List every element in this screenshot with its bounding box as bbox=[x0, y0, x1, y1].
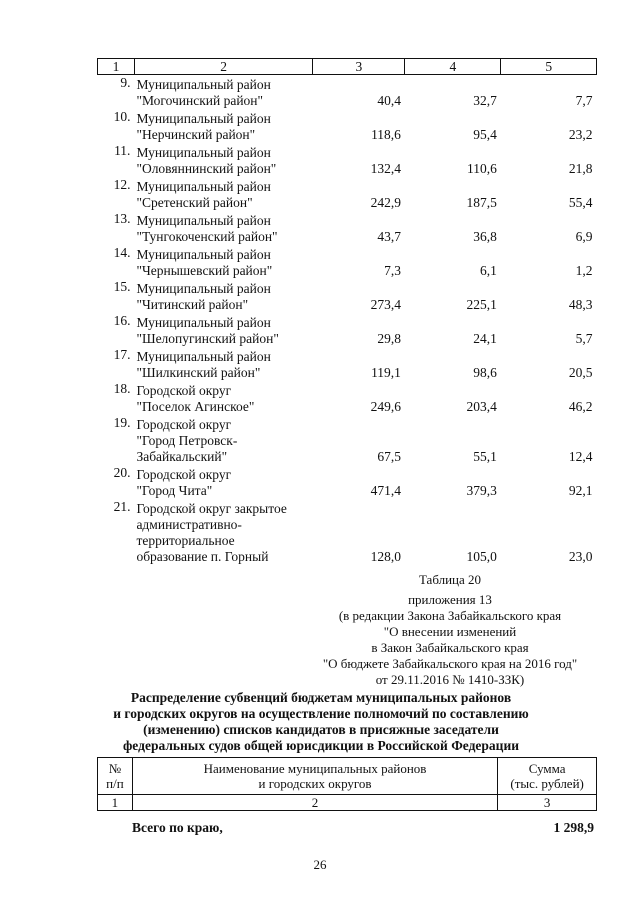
row-value-col4: 6,1 bbox=[480, 263, 497, 278]
row-number: 18. bbox=[113, 381, 131, 396]
row-name-line: Муниципальный район bbox=[136, 179, 271, 194]
table-row bbox=[98, 465, 597, 499]
row-name-line: территориальное bbox=[136, 533, 235, 548]
row-name-line: "Могочинский район" bbox=[136, 93, 264, 108]
row-name-line: Муниципальный район bbox=[136, 145, 271, 160]
row-name bbox=[134, 211, 312, 245]
row-value-col3: 29,8 bbox=[377, 331, 401, 346]
table-row bbox=[98, 415, 597, 465]
row-value-col3: 273,4 bbox=[370, 297, 401, 312]
row-name-line: "Поселок Агинское" bbox=[136, 399, 255, 414]
row-value-col5: 12,4 bbox=[568, 449, 593, 464]
row-name-line: Муниципальный район bbox=[136, 111, 271, 126]
row-name bbox=[134, 177, 312, 211]
index-2: 2 bbox=[132, 795, 497, 811]
row-value-col3: 40,4 bbox=[377, 93, 401, 108]
row-name-line: Городской округ bbox=[136, 417, 232, 432]
row-name-line: Муниципальный район bbox=[136, 281, 271, 296]
row-name-line: Муниципальный район bbox=[136, 213, 271, 228]
row-name-line: Городской округ bbox=[136, 383, 232, 398]
index-1: 1 bbox=[98, 795, 133, 811]
row-number: 15. bbox=[113, 279, 131, 294]
caption-line: в Закон Забайкальского края bbox=[371, 640, 529, 655]
total-value: 1 298,9 bbox=[553, 820, 594, 835]
row-number: 11. bbox=[114, 143, 131, 158]
column-index-row bbox=[98, 59, 597, 75]
row-value-col4: 187,5 bbox=[466, 195, 497, 210]
table-row bbox=[98, 499, 597, 565]
subventions-table-continuation bbox=[97, 58, 597, 565]
row-value-col4: 110,6 bbox=[467, 161, 497, 176]
row-value-col3: 67,5 bbox=[377, 449, 401, 464]
row-name-line: "Оловяннинский район" bbox=[136, 161, 277, 176]
caption-line: "О бюджете Забайкальского края на 2016 год" bbox=[322, 656, 578, 671]
row-name-line: "Тунгокоченский район" bbox=[136, 229, 278, 244]
row-number: 20. bbox=[113, 465, 131, 480]
index-3: 3 bbox=[498, 795, 597, 811]
row-value-col5: 92,1 bbox=[568, 483, 593, 498]
row-value-col3: 242,9 bbox=[370, 195, 401, 210]
row-name-line: Забайкальский" bbox=[136, 449, 228, 464]
title-line: (изменению) списков кандидатов в присяжные заседатели bbox=[143, 722, 499, 737]
row-value-col4: 98,6 bbox=[473, 365, 497, 380]
row-value-col3: 43,7 bbox=[377, 229, 401, 244]
column-index-3: 3 bbox=[313, 59, 405, 75]
row-name bbox=[134, 109, 312, 143]
row-number: 16. bbox=[113, 313, 131, 328]
row-value-col4: 32,7 bbox=[473, 93, 497, 108]
header-name: Наименование муниципальных районов и городских округов bbox=[132, 758, 497, 795]
row-number: 14. bbox=[113, 245, 131, 260]
row-name-line: "Читинский район" bbox=[136, 297, 249, 312]
row-value-col3: 118,6 bbox=[371, 127, 401, 142]
row-value-col4: 36,8 bbox=[473, 229, 497, 244]
table-row bbox=[98, 245, 597, 279]
table-row bbox=[98, 143, 597, 177]
row-value-col4: 55,1 bbox=[473, 449, 497, 464]
header-sum: Сумма (тыс. рублей) bbox=[498, 758, 597, 795]
jurors-subventions-table bbox=[97, 757, 597, 811]
title-line: Распределение субвенций бюджетам муниципальных районов bbox=[130, 690, 512, 705]
row-value-col5: 21,8 bbox=[568, 161, 593, 176]
row-name bbox=[134, 245, 312, 279]
row-name-line: "Нерчинский район" bbox=[136, 127, 256, 142]
row-value-col3: 132,4 bbox=[370, 161, 401, 176]
table-label: Таблица 20 bbox=[418, 572, 482, 587]
column-index-2: 2 bbox=[134, 59, 312, 75]
row-name-line: "Шелопугинский район" bbox=[136, 331, 279, 346]
row-name-line: "Сретенский район" bbox=[136, 195, 253, 210]
row-value-col5: 6,9 bbox=[575, 229, 593, 244]
page-number: 26 bbox=[313, 857, 327, 872]
row-name bbox=[134, 313, 312, 347]
row-number: 12. bbox=[113, 177, 131, 192]
section-title bbox=[88, 690, 554, 754]
row-name-line: "Шилкинский район" bbox=[136, 365, 261, 380]
row-value-col5: 48,3 bbox=[568, 297, 593, 312]
row-name bbox=[134, 381, 312, 415]
row-name bbox=[134, 415, 312, 465]
table-index-row bbox=[98, 795, 597, 811]
row-value-col3: 249,6 bbox=[370, 399, 401, 414]
row-value-col4: 24,1 bbox=[473, 331, 497, 346]
total-label: Всего по краю, bbox=[132, 820, 223, 835]
table-row bbox=[98, 279, 597, 313]
row-value-col5: 5,7 bbox=[575, 331, 593, 346]
row-number: 9. bbox=[120, 75, 131, 90]
table-row bbox=[98, 381, 597, 415]
table-row bbox=[98, 347, 597, 381]
row-value-col3: 471,4 bbox=[370, 483, 401, 498]
row-name-line: Городской округ закрытое bbox=[136, 501, 287, 516]
row-name-line: "Город Петровск- bbox=[136, 433, 238, 448]
row-name bbox=[134, 465, 312, 499]
row-name-line: "Город Чита" bbox=[136, 483, 213, 498]
column-index-1: 1 bbox=[98, 59, 135, 75]
row-number: 21. bbox=[113, 499, 131, 514]
table-row bbox=[98, 313, 597, 347]
row-name bbox=[134, 279, 312, 313]
caption-line: приложения 13 bbox=[408, 592, 492, 607]
row-name-line: Муниципальный район bbox=[136, 349, 271, 364]
row-name-line: "Чернышевский район" bbox=[136, 263, 273, 278]
row-value-col5: 46,2 bbox=[568, 399, 593, 414]
row-number: 19. bbox=[113, 415, 131, 430]
row-name-line: Муниципальный район bbox=[136, 315, 271, 330]
caption-line: от 29.11.2016 № 1410-ЗЗК) bbox=[375, 672, 525, 687]
row-name-line: Городской округ bbox=[136, 467, 232, 482]
table-row bbox=[98, 109, 597, 143]
row-value-col4: 203,4 bbox=[466, 399, 497, 414]
row-number: 10. bbox=[113, 109, 131, 124]
table-row bbox=[98, 177, 597, 211]
title-line: федеральных судов общей юрисдикции в Российской Федерации bbox=[122, 738, 520, 753]
appendix-caption bbox=[300, 592, 600, 688]
row-name-line: образование п. Горный bbox=[136, 549, 269, 564]
row-name-line: Муниципальный район bbox=[136, 77, 271, 92]
row-name-line: административно- bbox=[136, 517, 242, 532]
row-value-col3: 7,3 bbox=[384, 263, 401, 278]
row-number: 17. bbox=[113, 347, 131, 362]
row-value-col3: 119,1 bbox=[371, 365, 401, 380]
column-index-5: 5 bbox=[501, 59, 597, 75]
table-header-row bbox=[98, 758, 597, 795]
row-value-col5: 23,2 bbox=[568, 127, 593, 142]
table-row bbox=[98, 211, 597, 245]
header-number: № п/п bbox=[98, 758, 133, 795]
row-value-col5: 20,5 bbox=[568, 365, 593, 380]
row-value-col4: 105,0 bbox=[466, 549, 497, 564]
row-value-col4: 379,3 bbox=[466, 483, 497, 498]
row-value-col4: 225,1 bbox=[466, 297, 497, 312]
table-row bbox=[98, 75, 597, 110]
caption-line: (в редакции Закона Забайкальского края bbox=[338, 608, 562, 623]
row-value-col5: 1,2 bbox=[575, 263, 593, 278]
column-index-4: 4 bbox=[405, 59, 501, 75]
row-value-col5: 55,4 bbox=[568, 195, 593, 210]
row-value-col4: 95,4 bbox=[473, 127, 497, 142]
row-name bbox=[134, 499, 312, 565]
row-number: 13. bbox=[113, 211, 131, 226]
row-name-line: Муниципальный район bbox=[136, 247, 271, 262]
row-value-col5: 23,0 bbox=[568, 549, 593, 564]
caption-line: "О внесении изменений bbox=[383, 624, 517, 639]
row-name bbox=[134, 75, 312, 110]
row-name bbox=[134, 143, 312, 177]
row-value-col5: 7,7 bbox=[575, 93, 593, 108]
row-name bbox=[134, 347, 312, 381]
title-line: и городских округов на осуществление полномочий по составлению bbox=[113, 706, 529, 721]
row-value-col3: 128,0 bbox=[370, 549, 401, 564]
